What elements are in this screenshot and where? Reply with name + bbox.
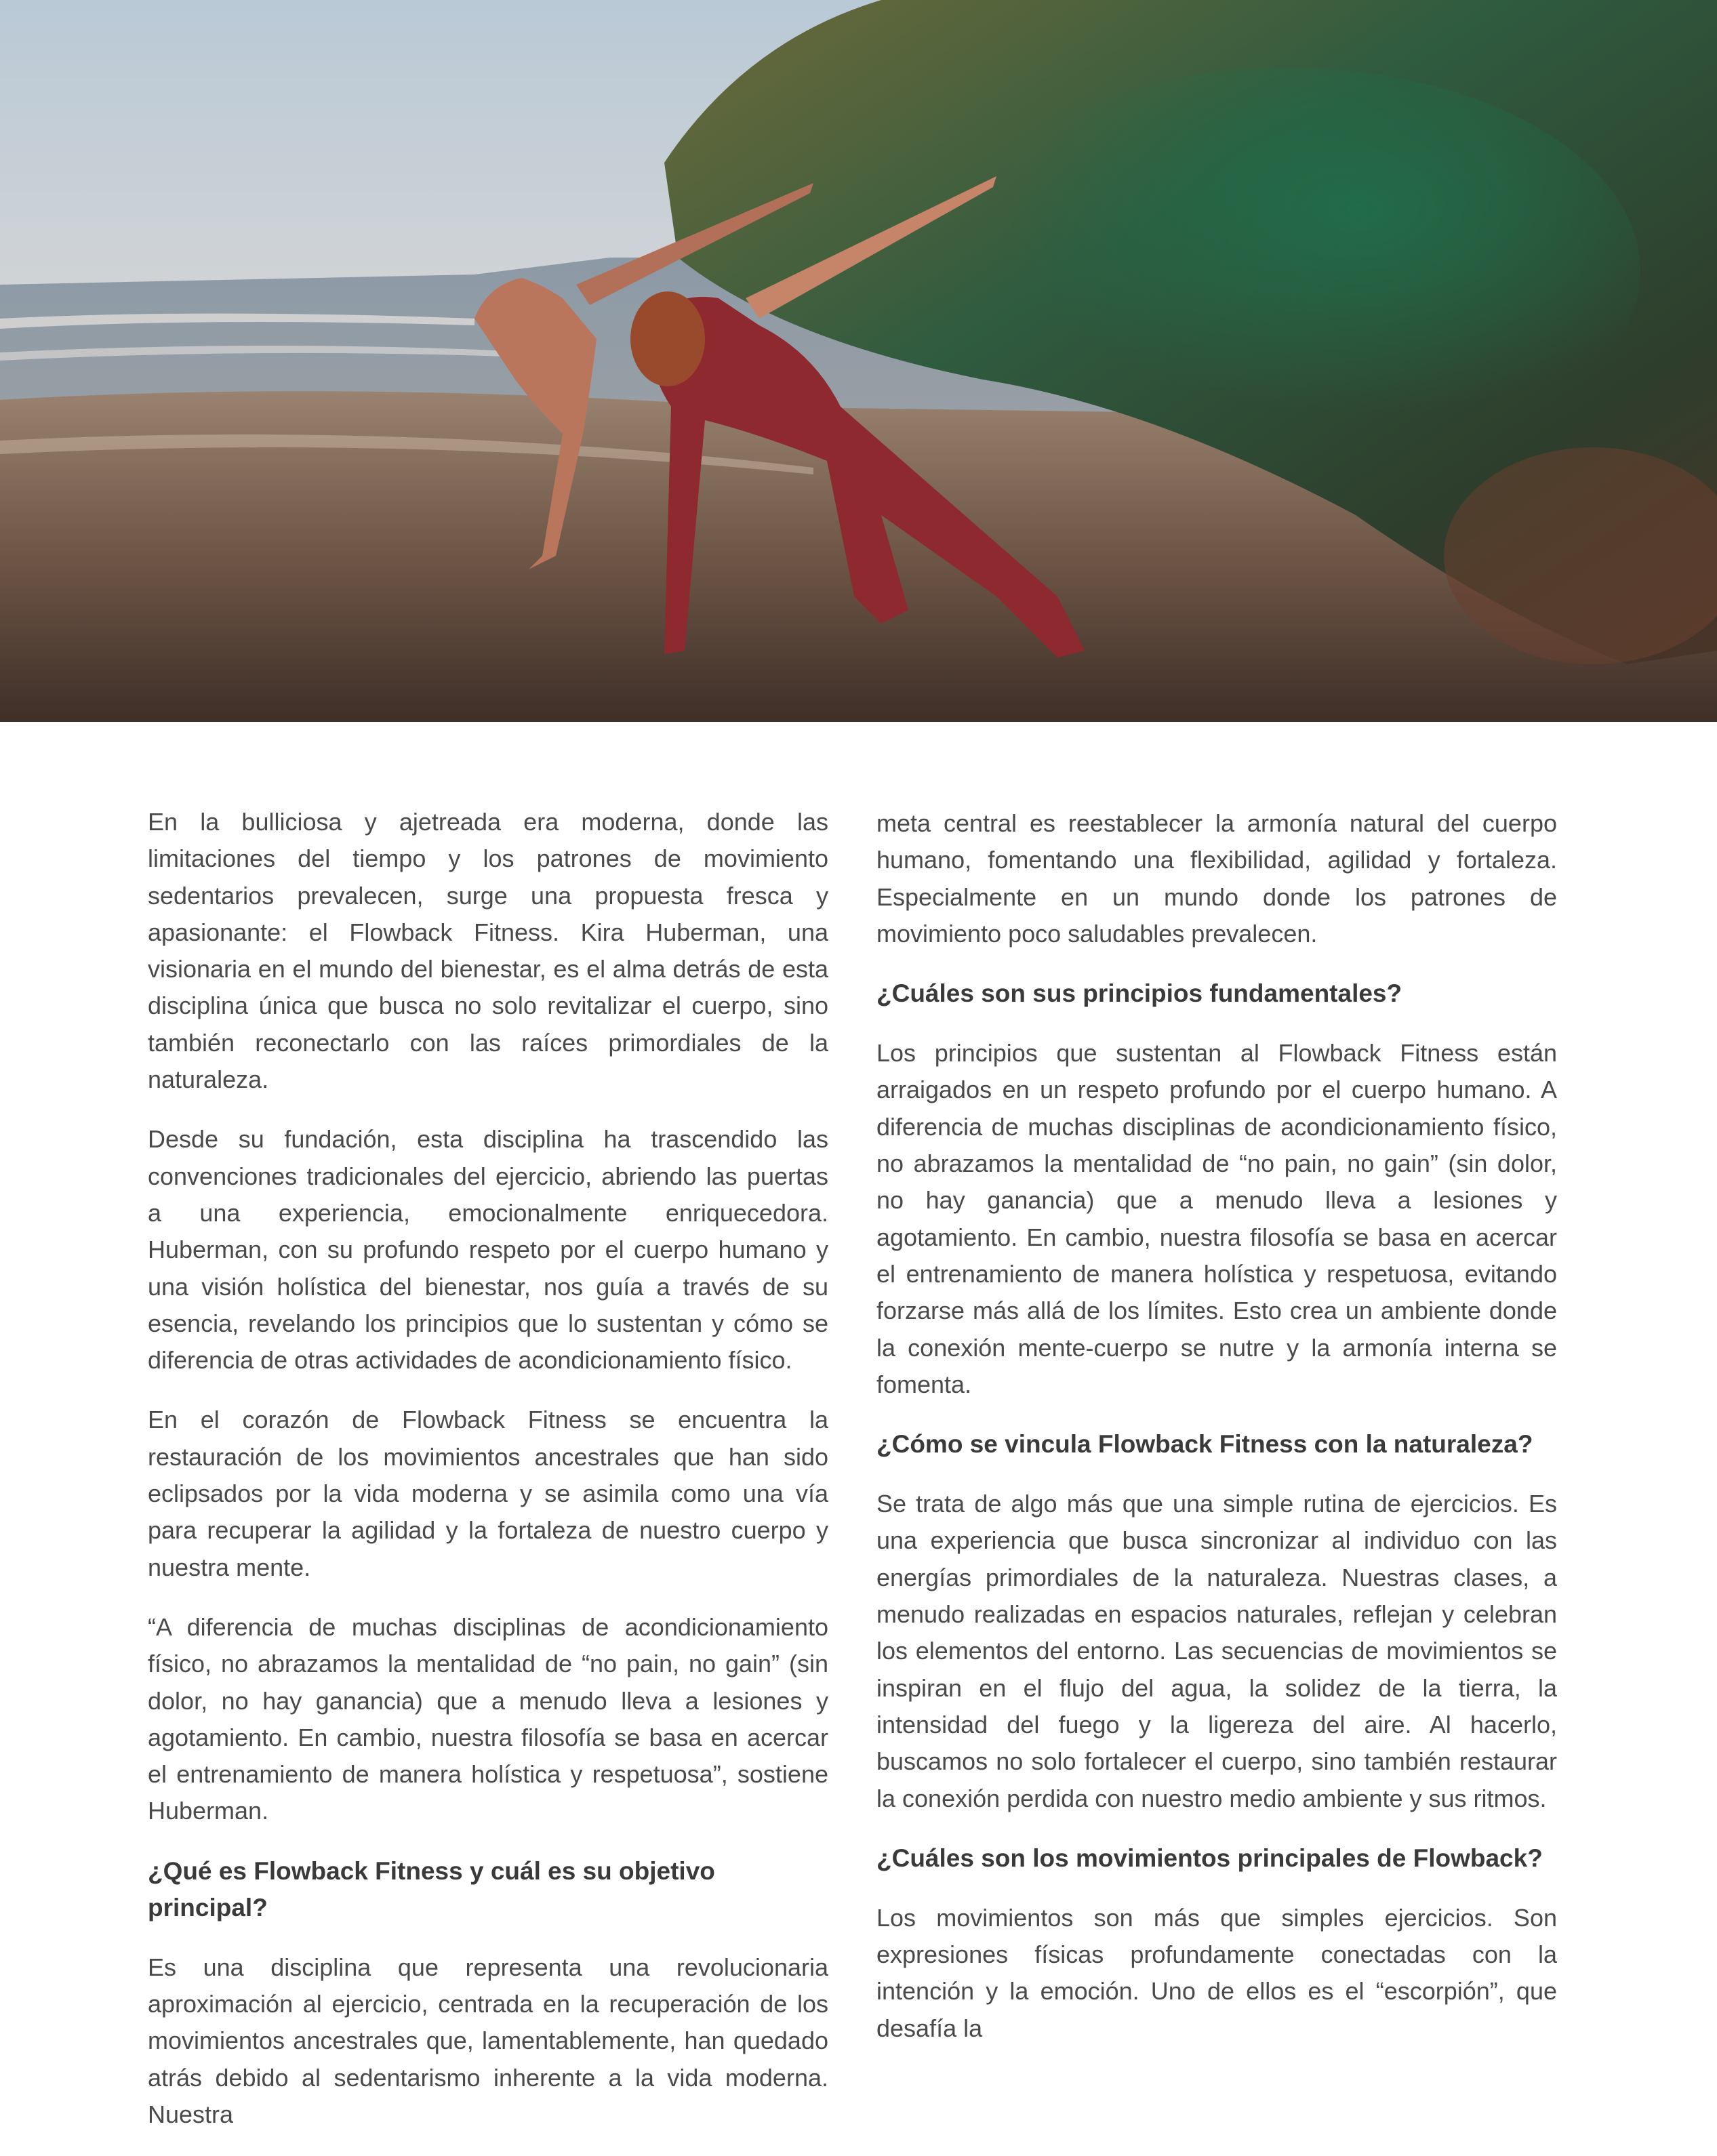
section-heading: ¿Cómo se vincula Flowback Fitness con la naturaleza? <box>876 1430 1533 1459</box>
section-heading: ¿Qué es Flowback Fitness y cuál es su objetivo principal? <box>148 1856 715 1921</box>
body-paragraph: En el corazón de Flowback Fitness se encuentra la restauración de los movimientos ancestrales que han sido eclipsados por la vida moderna y se asimila como una vía para recuperar la agilidad y la fortaleza de nuestro cuerpo y nuestra mente. <box>148 1406 828 1581</box>
section-heading: ¿Cuáles son sus principios fundamentales? <box>876 979 1402 1008</box>
section-heading: ¿Cuáles son los movimientos principales de Flowback? <box>876 1844 1543 1872</box>
quote-paragraph: “A diferencia de muchas disciplinas de acondicionamiento físico, no abrazamos la mentalidad de “no pain, no gain” (sin dolor, no hay ganancia) que a menudo lleva a lesiones y agotamiento. En cambio, nuestra filosofía se basa en acercar el entrenamiento de manera holística y respetuosa”, sostiene Huberman. <box>148 1612 828 1825</box>
body-paragraph: Es una disciplina que representa una revolucionaria aproximación al ejercicio, centrada en la recuperación de los movimientos ancestrales que, lamentablemente, han quedado atrás debido al sedentarismo inherente a la vida moderna. Nuestra <box>148 1953 828 2128</box>
body-paragraph: Se trata de algo más que una simple rutina de ejercicios. Es una experiencia que busca sincronizar al individuo con las energías primordiales de la naturaleza. Nuestras clases, a menudo realizadas en espacios naturales, reflejan y celebran los elementos del entorno. Las secuencias de movimientos se inspiran en el flujo del agua, la solidez de la tierra, la intensidad del fuego y la ligereza del aire. Al hacerlo, buscamos no solo fortalecer el cuerpo, sino también restaurar la conexión perdida con nuestro medio ambiente y sus ritmos. <box>876 1490 1557 1812</box>
beach-scene-illustration <box>0 0 1717 722</box>
body-paragraph: En la bulliciosa y ajetreada era moderna, donde las limitaciones del tiempo y los patrones de movimiento sedentarios prevalecen, surge una propuesta fresca y apasionante: el Flowback Fitness. Kira Huberman, una visionaria en el mundo del bienestar, es el alma detrás de esta disciplina única que busca no solo revitalizar el cuerpo, sino también reconectarlo con las raíces primordiales de la naturaleza. <box>148 808 828 1094</box>
hero-photo <box>0 0 1717 722</box>
body-paragraph: Los movimientos son más que simples ejercicios. Son expresiones físicas profundamente conectadas con la intención y la emoción. Uno de ellos es el “escorpión”, que desafía la <box>876 1903 1557 2042</box>
body-paragraph: Los principios que sustentan al Flowback Fitness están arraigados en un respeto profundo por el cuerpo humano. A diferencia de muchas disciplinas de acondicionamiento físico, no abrazamos la mentalidad de “no pain, no gain” (sin dolor, no hay ganancia) que a menudo lleva a lesiones y agotamiento. En cambio, nuestra filosofía se basa en acercar el entrenamiento de manera holística y respetuosa, evitando forzarse más allá de los límites. Esto crea un ambiente donde la conexión mente-cuerpo se nutre y la armonía interna se fomenta. <box>876 1039 1557 1398</box>
article-right-column <box>876 805 1557 2070</box>
body-paragraph: Desde su fundación, esta disciplina ha trascendido las convenciones tradicionales del ejercicio, abriendo las puertas a una experiencia, emocionalmente enriquecedora. Huberman, con su profundo respeto por el cuerpo humano y una visión holística del bienestar, nos guía a través de su esencia, revelando los principios que lo sustentan y cómo se diferencia de otras actividades de acondicionamiento físico. <box>148 1125 828 1375</box>
article-left-column <box>148 804 828 2156</box>
body-paragraph: meta central es reestablecer la armonía natural del cuerpo humano, fomentando una flexibilidad, agilidad y fortaleza. Especialmente en un mundo donde los patrones de movimiento poco saludables prevalecen. <box>876 809 1557 948</box>
